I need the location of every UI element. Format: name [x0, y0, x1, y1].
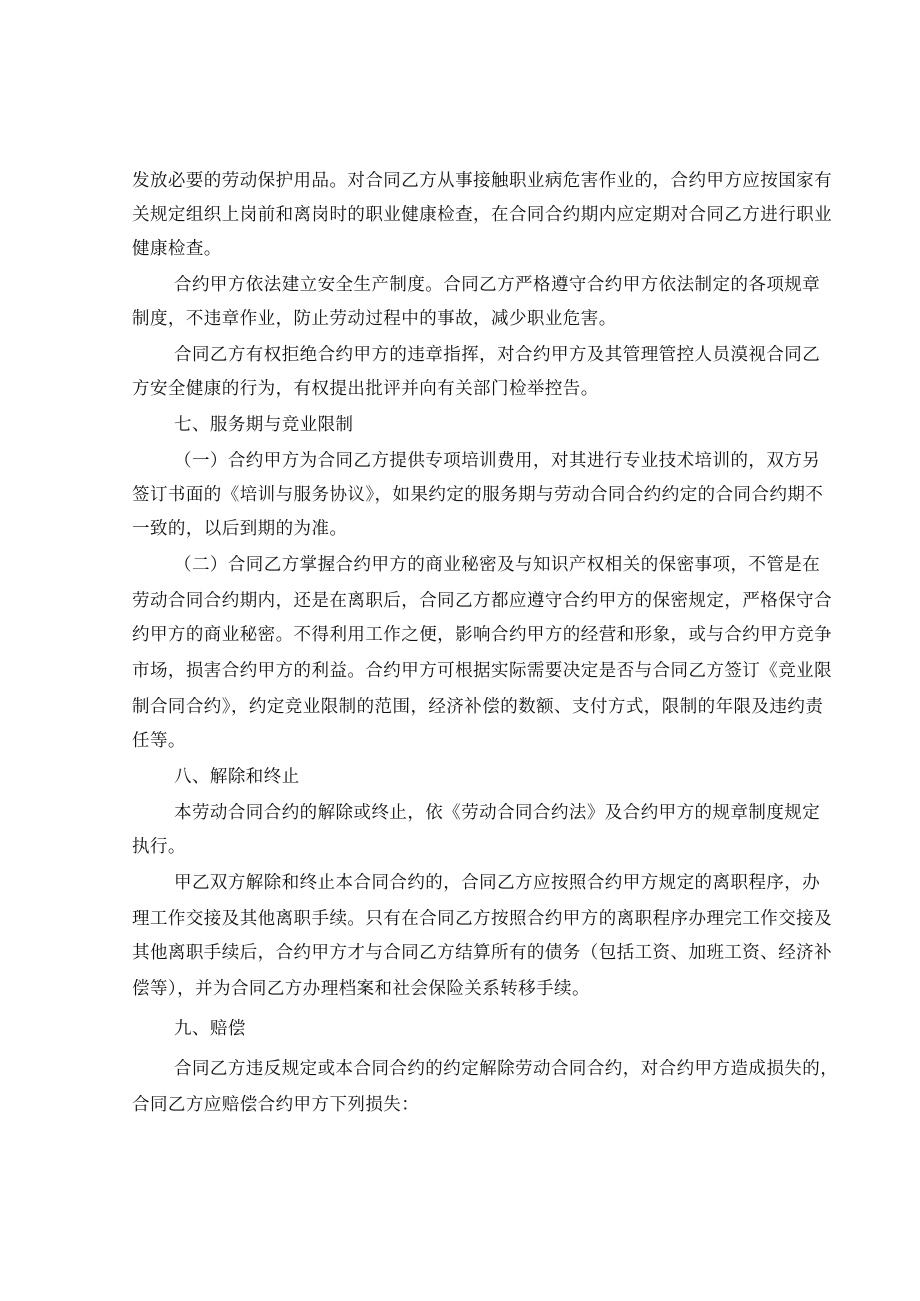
- section-heading: 八、解除和终止: [174, 767, 300, 787]
- text-line: 任等。: [132, 731, 186, 751]
- text-line: 制合同合约》，约定竞业限制的范围，经济补偿的数额、支付方式，限制的年限及违约责: [132, 697, 824, 717]
- text-line: 市场，损害合约甲方的利益。合约甲方可根据实际需要决定是否与合同乙方签订《竞业限: [132, 661, 833, 681]
- text-line: 甲乙双方解除和终止本合同合约的，合同乙方应按照合约甲方规定的离职程序，办: [174, 873, 821, 893]
- text-line: 偿等），并为合同乙方办理档案和社会保险关系转移手续。: [132, 979, 590, 999]
- text-line: 合约甲方依法建立安全生产制度。合同乙方严格遵守合约甲方依法制定的各项规章: [174, 275, 821, 295]
- text-line: 劳动合同合约期内，还是在离职后，合同乙方都应遵守合约甲方的保密规定，严格保守合: [132, 591, 833, 611]
- text-line: 理工作交接及其他离职手续。只有在合同乙方按照合约甲方的离职程序办理完工作交接及: [132, 909, 833, 929]
- text-line: 合同乙方违反规定或本合同合约的约定解除劳动合同合约，对合约甲方造成损失的，: [174, 1059, 839, 1079]
- text-line: 执行。: [132, 837, 186, 857]
- section-heading: 七、服务期与竞业限制: [174, 415, 354, 435]
- text-line: 健康检查。: [132, 239, 222, 259]
- text-line: 一致的，以后到期的为准。: [132, 519, 348, 539]
- text-line: 合同乙方应赔偿合约甲方下列损失：: [132, 1095, 420, 1115]
- text-line: 其他离职手续后，合约甲方才与合同乙方结算所有的债务（包括工资、加班工资、经济补: [132, 943, 833, 963]
- text-line: 发放必要的劳动保护用品。对合同乙方从事接触职业病危害作业的，合约甲方应按国家有: [132, 171, 833, 191]
- text-line: 约甲方的商业秘密。不得利用工作之便，影响合约甲方的经营和形象，或与合约甲方竞争: [132, 625, 833, 645]
- text-line: 制度，不违章作业，防止劳动过程中的事故，减少职业危害。: [132, 309, 617, 329]
- text-line: 签订书面的《培训与服务协议》，如果约定的服务期与劳动合同合约约定的合同合约期不: [132, 485, 824, 505]
- text-line: 合同乙方有权拒绝合约甲方的违章指挥，对合约甲方及其管理管控人员漠视合同乙: [174, 345, 821, 365]
- text-line: 关规定组织上岗前和离岗时的职业健康检查，在合同合约期内应定期对合同乙方进行职业: [132, 205, 833, 225]
- section-heading: 九、赔偿: [174, 1019, 246, 1039]
- text-line: （一）合约甲方为合同乙方提供专项培训费用，对其进行专业技术培训的，双方另: [174, 451, 821, 471]
- text-line: 方安全健康的行为，有权提出批评并向有关部门检举控告。: [132, 379, 599, 399]
- text-line: （二）合同乙方掌握合约甲方的商业秘密及与知识产权相关的保密事项，不管是在: [174, 555, 821, 575]
- text-line: 本劳动合同合约的解除或终止，依《劳动合同合约法》及合约甲方的规章制度规定: [174, 803, 821, 823]
